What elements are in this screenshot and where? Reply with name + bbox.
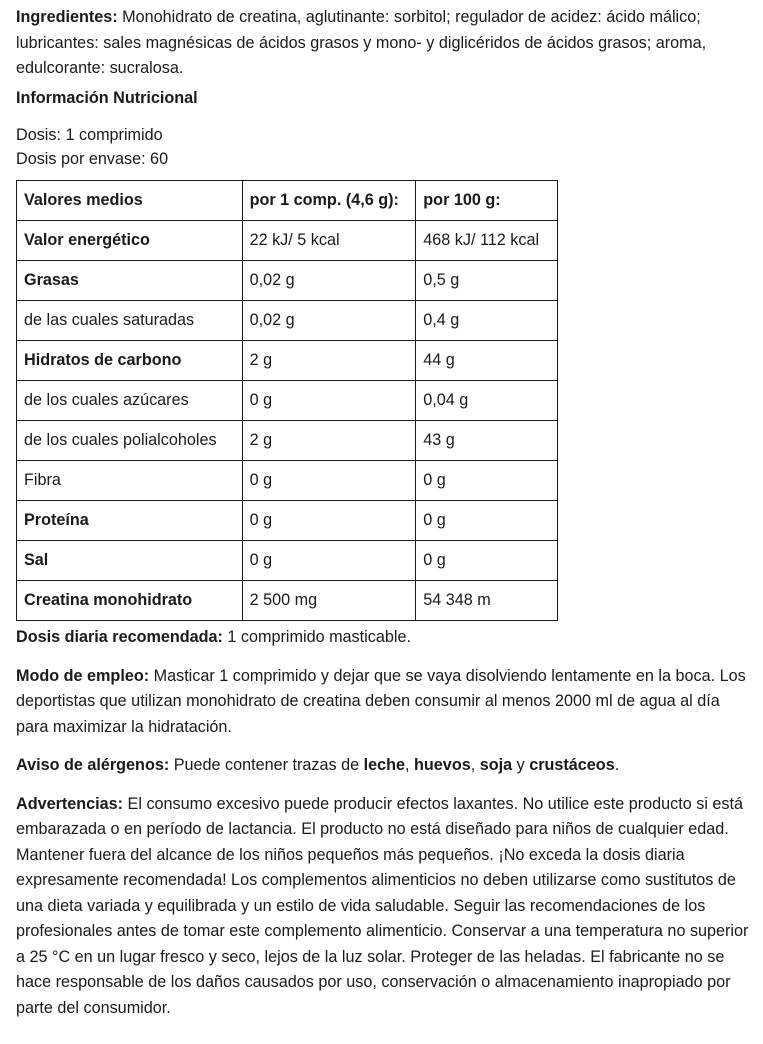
- allergens-paragraph: [16, 753, 756, 779]
- row-per-unit: 2 500 mg: [242, 581, 416, 621]
- warnings-text: El consumo excesivo puede producir efectos laxantes. No utilice este producto si está embarazada o en período de lactancia. El producto no está diseñado para niños de cualquier edad. Mantener fuera del alcance de los niños pequeños más pequeños. ¡No exceda la dosis diaria expresamente recomendada! Los complementos alimenticios no deben utilizarse como sustitutos de una dieta variada y equilibrada y un estilo de vida saludable. Seguir las recomendaciones de los profesionales antes de tomar este complemento alimenticio. Conservar a una temperatura no superior a 25 °C en un lugar fresco y seco, lejos de la luz solar. Proteger de las heladas. El fabricante no se hace responsable de los daños causados por uso, conservación o almacenamiento inapropiado por parte del consumidor.: [16, 794, 749, 1017]
- table-row: [17, 501, 558, 541]
- table-row: [17, 421, 558, 461]
- row-name: Creatina monohidrato: [17, 581, 243, 621]
- table-row: [17, 461, 558, 501]
- allergen-eggs: huevos: [414, 756, 471, 774]
- row-name: Fibra: [17, 461, 243, 501]
- table-row: [17, 341, 558, 381]
- row-per-100: 0,4 g: [416, 301, 558, 341]
- doses-per-pack: Dosis por envase: 60: [16, 150, 169, 168]
- table-row: [17, 221, 558, 261]
- row-per-unit: 0 g: [242, 461, 416, 501]
- row-per-unit: 0 g: [242, 501, 416, 541]
- ingredients-paragraph: [16, 5, 756, 82]
- row-per-100: 44 g: [416, 341, 558, 381]
- header-per-unit: por 1 comp. (4,6 g):: [242, 181, 416, 221]
- usage-label: Modo de empleo:: [16, 666, 150, 685]
- row-per-100: 43 g: [416, 421, 558, 461]
- row-per-100: 54 348 m: [416, 581, 558, 621]
- row-per-unit: 22 kJ/ 5 kcal: [242, 221, 416, 261]
- row-per-100: 0,04 g: [416, 381, 558, 421]
- ingredients-label: Ingredientes:: [16, 8, 118, 26]
- row-per-100: 0,5 g: [416, 261, 558, 301]
- product-label: [16, 5, 756, 1021]
- warnings-paragraph: [16, 792, 756, 1022]
- row-name: Grasas: [17, 261, 243, 301]
- row-per-unit: 0,02 g: [242, 261, 416, 301]
- dose-per-serving: Dosis: 1 comprimido: [16, 126, 163, 144]
- table-row: [17, 261, 558, 301]
- allergens-sep: y: [512, 756, 530, 774]
- row-per-100: 468 kJ/ 112 kcal: [416, 221, 558, 261]
- daily-dose-paragraph: [16, 625, 756, 651]
- table-header-row: [17, 181, 558, 221]
- allergen-soy: soja: [479, 756, 513, 774]
- allergen-milk: leche: [363, 756, 406, 774]
- usage-paragraph: [16, 664, 756, 741]
- row-name: Hidratos de carbono: [17, 341, 243, 381]
- row-name: de los cuales polialcoholes: [17, 421, 243, 461]
- table-row: [17, 381, 558, 421]
- row-per-unit: 2 g: [242, 421, 416, 461]
- row-name: Valor energético: [17, 221, 243, 261]
- table-row: [17, 541, 558, 581]
- row-per-unit: 2 g: [242, 341, 416, 381]
- nutrition-title: [16, 86, 756, 112]
- row-per-unit: 0,02 g: [242, 301, 416, 341]
- row-per-100: 0 g: [416, 541, 558, 581]
- usage-text: Masticar 1 comprimido y dejar que se vaya disolviendo lentamente en la boca. Los deportistas que utilizan monohidrato de creatina deben consumir al menos 2000 ml de agua al día para maximizar la hidratación.: [16, 666, 746, 736]
- daily-dose-text: 1 comprimido masticable.: [222, 628, 411, 646]
- table-row: [17, 581, 558, 621]
- ingredients-text: Monohidrato de creatina, aglutinante: sorbitol; regulador de acidez: ácido málico; lubricantes: sales magnésicas de ácidos grasos y mono- y diglicéridos de ácidos grasos; aroma, edulcorante: sucralosa.: [16, 8, 707, 77]
- row-per-unit: 0 g: [242, 541, 416, 581]
- allergens-label: Aviso de alérgenos:: [16, 756, 170, 774]
- allergens-text: Puede contener trazas de: [169, 756, 364, 774]
- allergen-crustaceans: crustáceos: [529, 756, 615, 774]
- warnings-label: Advertencias:: [16, 794, 124, 813]
- header-values: Valores medios: [17, 181, 243, 221]
- allergens-end: .: [614, 756, 620, 774]
- row-per-unit: 0 g: [242, 381, 416, 421]
- daily-dose-label: Dosis diaria recomendada:: [16, 628, 223, 646]
- row-per-100: 0 g: [416, 501, 558, 541]
- row-per-100: 0 g: [416, 461, 558, 501]
- allergens-sep: ,: [470, 756, 480, 774]
- nutrition-table: [16, 180, 558, 621]
- header-per-100: por 100 g:: [416, 181, 558, 221]
- allergens-sep: ,: [405, 756, 415, 774]
- table-row: [17, 301, 558, 341]
- row-name: de los cuales azúcares: [17, 381, 243, 421]
- nutrition-title-text: Información Nutricional: [16, 88, 198, 107]
- row-name: de las cuales saturadas: [17, 301, 243, 341]
- row-name: Sal: [17, 541, 243, 581]
- row-name: Proteína: [17, 501, 243, 541]
